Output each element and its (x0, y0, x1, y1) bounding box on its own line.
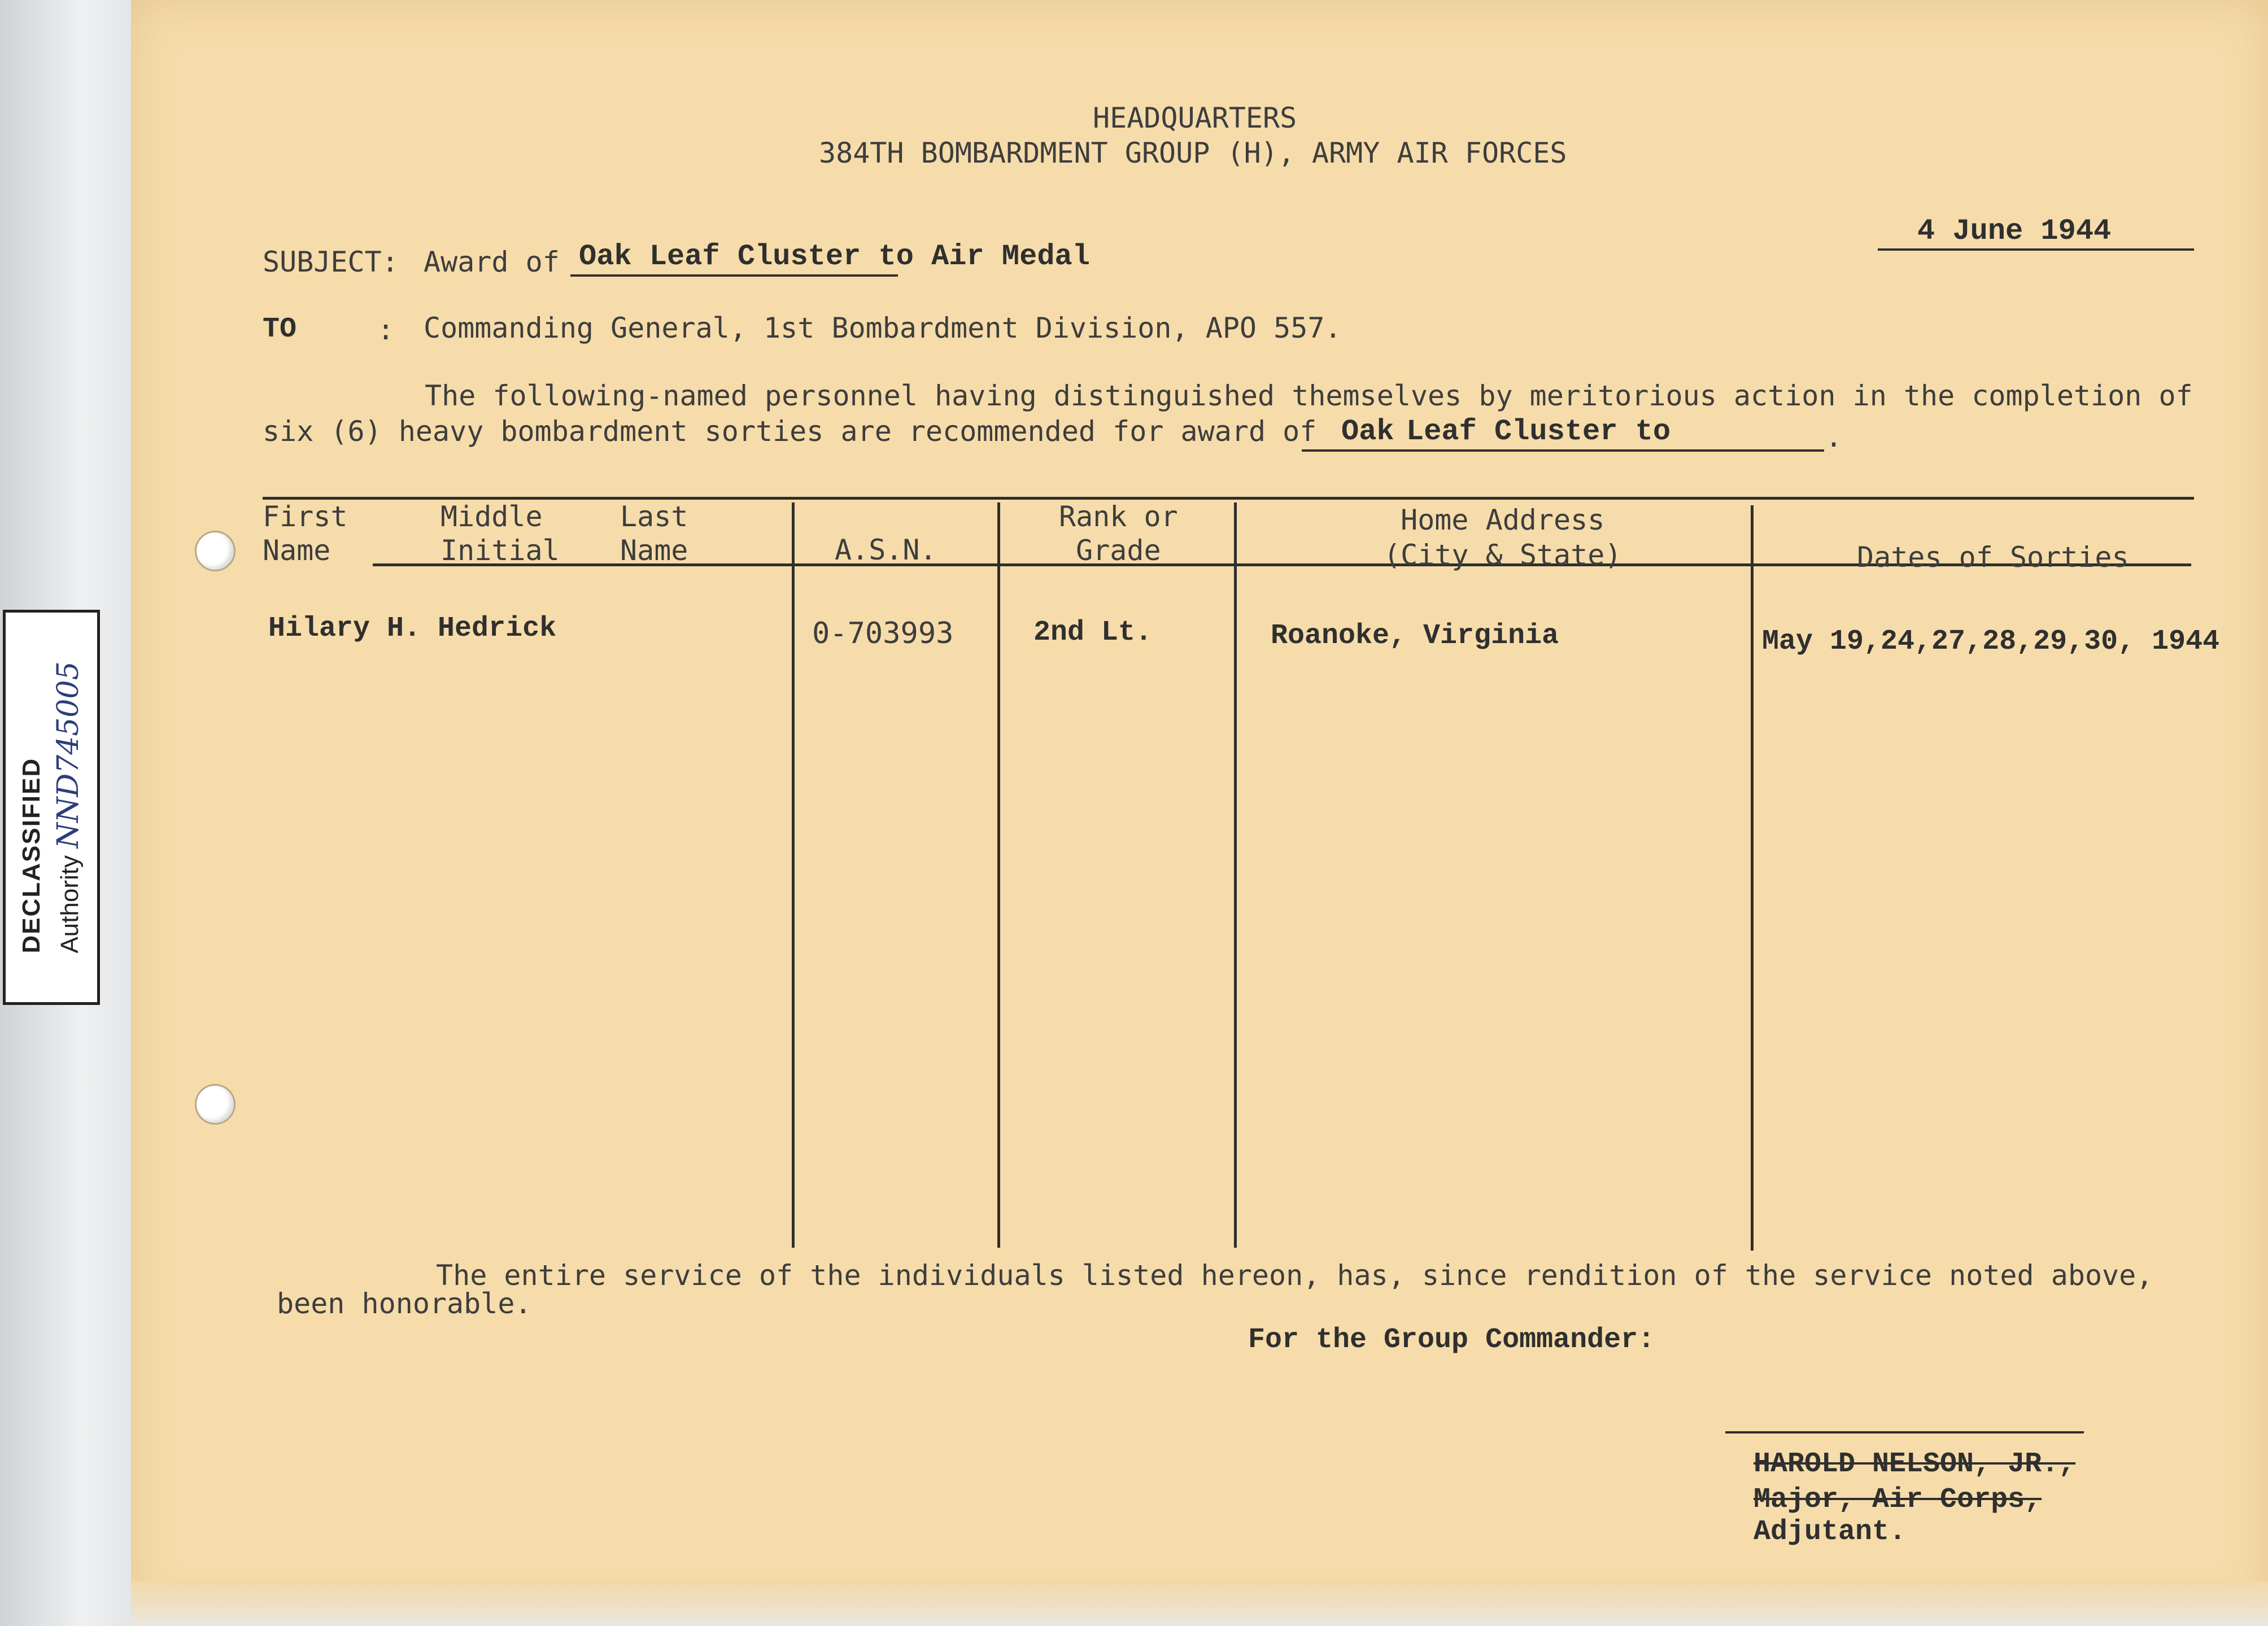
signature-name: HAROLD NELSON, JR., (1754, 1448, 2076, 1480)
signature-line (1725, 1431, 2084, 1433)
header-first-name-line-2: Name (263, 534, 331, 567)
header-home-address-line-1: Home Address (1401, 504, 1605, 536)
declassified-stamp (3, 610, 100, 1005)
intro-award-fill-2: Leaf Cluster to (1406, 415, 1671, 448)
header-middle-initial-line-2: Initial (440, 534, 560, 567)
punch-hole-bottom (195, 1084, 235, 1125)
punch-hole-top (195, 531, 235, 571)
header-home-address-line-2: (City & State) (1384, 539, 1622, 571)
header-home-address (1384, 502, 1621, 572)
intro-line-1: The following-named personnel having distinguished themselves by meritorious action in the completion of (425, 379, 2193, 412)
stamp-authority (51, 661, 85, 953)
column-divider-1 (792, 502, 795, 1248)
header-dates: Dates of Sorties (1857, 541, 2129, 574)
row-address: Roanoke, Virginia (1271, 620, 1559, 652)
column-divider-2 (997, 502, 1000, 1248)
header-first-name-line-1: First (263, 500, 348, 533)
date-underline (1878, 248, 2194, 251)
footer-line-1: The entire service of the individuals listed hereon, has, since rendition of the service noted above, (436, 1259, 2153, 1292)
header-last-name-line-2: Name (620, 534, 688, 567)
row-rank: 2nd Lt. (1033, 617, 1153, 649)
column-divider-3 (1234, 502, 1237, 1248)
header-line-2: 384TH BOMBARDMENT GROUP (H), ARMY AIR FORCES (819, 137, 1567, 169)
intro-award-fill-1: Oak (1341, 415, 1394, 448)
subject-prefix: Award of (424, 246, 560, 278)
page-bottom-edge (131, 1581, 2268, 1626)
header-rank-line-2: Grade (1076, 534, 1161, 567)
footer-line-2: been honorable. (277, 1287, 532, 1320)
to-label: TO (263, 313, 297, 346)
column-divider-4 (1751, 505, 1754, 1251)
stamp-authority-label: Authority (56, 855, 84, 954)
row-asn: 0-703993 (812, 617, 954, 650)
for-group-commander: For the Group Commander: (1248, 1324, 1655, 1356)
intro-line-2: six (6) heavy bombardment sorties are recommended for award of (263, 415, 1317, 448)
header-first-name (263, 500, 348, 567)
intro-line-2-end: . (1825, 421, 1843, 453)
header-rank-line-1: Rank or (1059, 500, 1178, 533)
to-value: Commanding General, 1st Bombardment Division, APO 557. (424, 312, 1342, 344)
signature-role: Adjutant. (1754, 1516, 1907, 1548)
header-line-1: HEADQUARTERS (1093, 102, 1297, 134)
signature-title: Major, Air Corps, (1754, 1484, 2042, 1516)
intro-award-underline (1302, 449, 1824, 452)
stamp-authority-number: NND745005 (51, 661, 85, 849)
row-name: Hilary H. Hedrick (268, 613, 557, 645)
header-last-name (620, 500, 688, 567)
stamp-label: DECLASSIFIED (18, 757, 45, 954)
subject-value: Oak Leaf Cluster to Air Medal (579, 240, 1090, 273)
subject-label: SUBJECT: (263, 246, 399, 278)
document-date: 4 June 1944 (1917, 215, 2112, 248)
header-last-name-line-1: Last (620, 500, 688, 533)
header-rank (1059, 500, 1178, 567)
header-middle-initial (440, 500, 560, 567)
to-colon: : (377, 313, 395, 346)
subject-underline (570, 274, 898, 277)
header-asn: A.S.N. (835, 534, 937, 566)
row-dates: May 19,24,27,28,29,30, 1944 (1762, 626, 2220, 658)
header-middle-initial-line-1: Middle (440, 500, 543, 533)
